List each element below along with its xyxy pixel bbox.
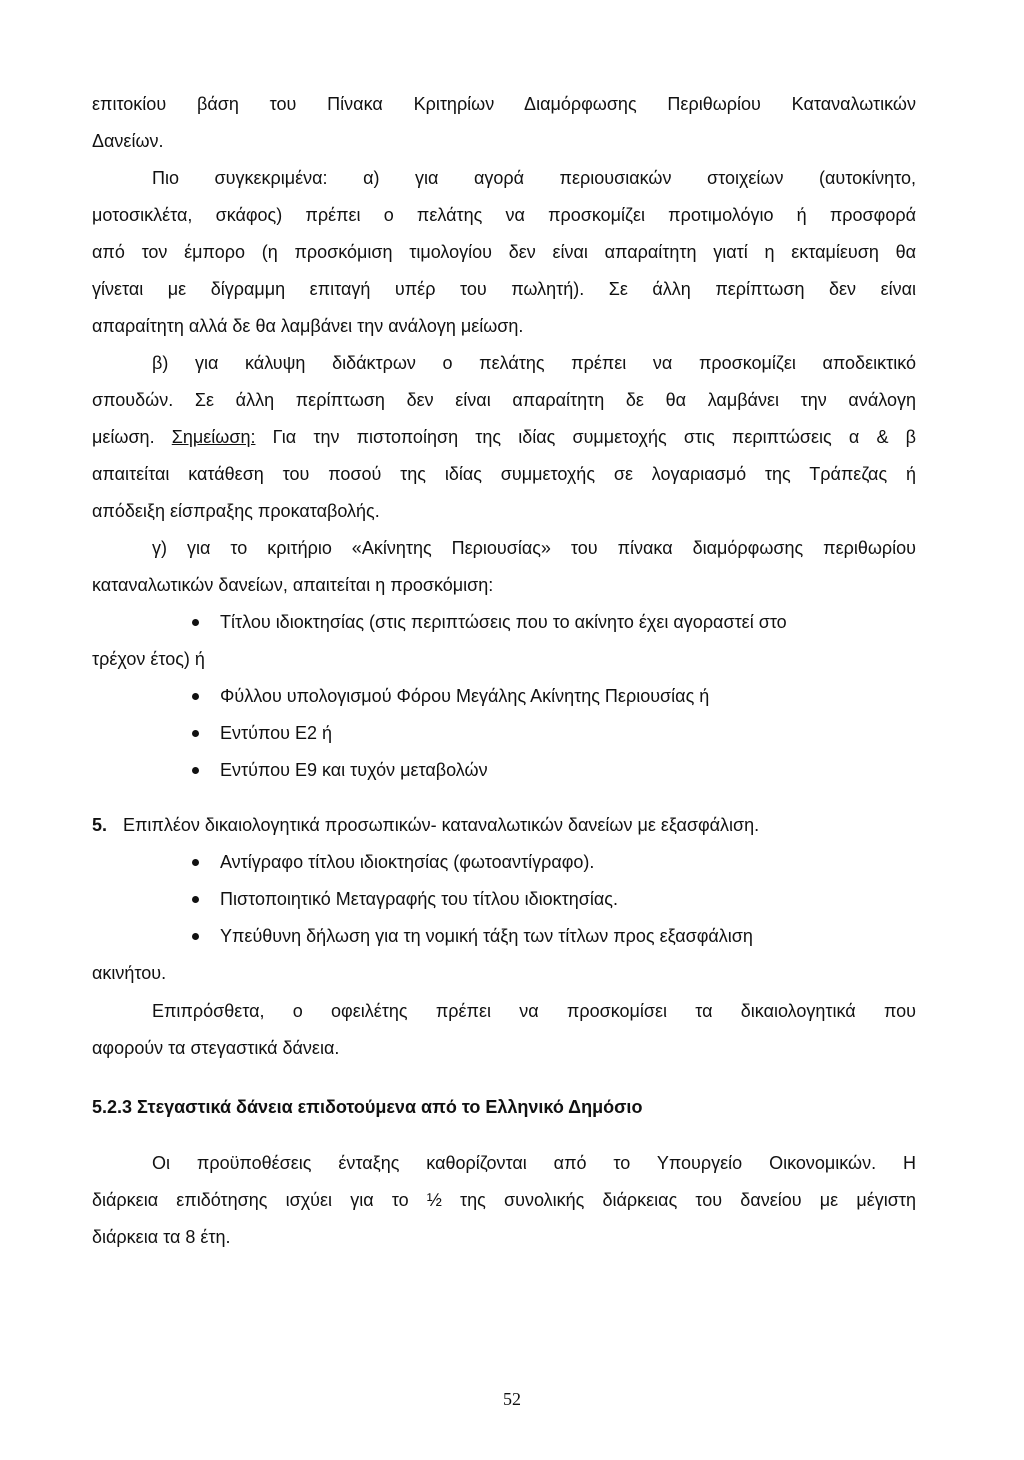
section-5-heading (92, 807, 922, 844)
list-item (92, 844, 922, 881)
text-fragment: Για την πιστοποίηση της ιδίας συμμετοχής στις περιπτώσεις α & β (272, 427, 916, 447)
list-item (92, 678, 922, 715)
list-item-text: Εντύπου Ε9 και τυχόν μεταβολών (220, 760, 488, 780)
list-item (92, 715, 922, 752)
list-item (92, 604, 922, 641)
text-line: απαραίτητη αλλά δε θα λαμβάνει την ανάλογη μείωση. (92, 316, 524, 336)
text-line: καταναλωτικών δανείων, απαιτείται η προσκόμιση: (92, 575, 494, 595)
text-line: σπουδών. Σε άλλη περίπτωση δεν είναι απαραίτητη δε θα λαμβάνει την ανάλογη (92, 390, 916, 410)
list-item-continuation (92, 641, 922, 678)
text-line: απόδειξη είσπραξης προκαταβολής. (92, 501, 380, 521)
paragraph-additional (92, 993, 916, 1067)
section-title: Επιπλέον δικαιολογητικά προσωπικών- καταναλωτικών δανείων με εξασφάλιση. (123, 815, 760, 835)
list-item-continuation (92, 955, 922, 992)
list-item-text: Εντύπου Ε2 ή (220, 723, 333, 743)
list-item-text: ακινήτου. (92, 963, 167, 983)
paragraph-interest-basis (92, 86, 916, 160)
page-number: 52 (503, 1389, 521, 1409)
paragraph-asset-purchase (92, 160, 916, 345)
text-line: Δανείων. (92, 131, 164, 151)
list-item-text: Πιστοποιητικό Μεταγραφής του τίτλου ιδιοκτησίας. (220, 889, 618, 909)
paragraph-tuition (92, 345, 916, 530)
bullet-icon (192, 619, 199, 626)
list-item (92, 881, 922, 918)
text-line: Οι προϋποθέσεις ένταξης καθορίζονται από το Υπουργείο Οικονομικών. Η (152, 1153, 916, 1173)
list-item (92, 918, 922, 955)
text-line: από τον έμπορο (η προσκόμιση τιμολογίου δεν είναι απαραίτητη γιατί η εκταμίευση θα (92, 242, 916, 262)
section-heading-text: 5.2.3 Στεγαστικά δάνεια επιδοτούμενα από το Ελληνικό Δημόσιο (92, 1097, 643, 1117)
bullet-icon (192, 933, 199, 940)
text-line: αφορούν τα στεγαστικά δάνεια. (92, 1038, 340, 1058)
bullet-icon (192, 767, 199, 774)
bullet-icon (192, 859, 199, 866)
list-item-text: Τίτλου ιδιοκτησίας (στις περιπτώσεις που το ακίνητο έχει αγοραστεί στο (220, 612, 787, 632)
text-line: Επιπρόσθετα, ο οφειλέτης πρέπει να προσκομίσει τα δικαιολογητικά που (152, 1001, 916, 1021)
list-item-text: Αντίγραφο τίτλου ιδιοκτησίας (φωτοαντίγραφο). (220, 852, 595, 872)
list-item-text: Φύλλου υπολογισμού Φόρου Μεγάλης Ακίνητης Περιουσίας ή (220, 686, 710, 706)
bullet-icon (192, 693, 199, 700)
list-item-text: Υπεύθυνη δήλωση για τη νομική τάξη των τίτλων προς εξασφάλιση (220, 926, 753, 946)
text-line: μοτοσικλέτα, σκάφος) πρέπει ο πελάτης να προσκομίζει προτιμολόγιο ή προσφορά (92, 205, 916, 225)
paragraph-subsidy (92, 1145, 916, 1256)
text-line: γίνεται με δίγραμμη επιταγή υπέρ του πωλητή). Σε άλλη περίπτωση δεν είναι (92, 279, 916, 299)
note-label: Σημείωση: (171, 427, 256, 447)
text-line-with-note (92, 419, 916, 456)
text-line: επιτοκίου βάση του Πίνακα Κριτηρίων Διαμόρφωσης Περιθωρίου Καταναλωτικών (92, 94, 916, 114)
paragraph-real-estate (92, 530, 916, 604)
section-5-2-3-heading (92, 1089, 922, 1126)
bullet-icon (192, 730, 199, 737)
text-line: διάρκεια τα 8 έτη. (92, 1227, 231, 1247)
list-item (92, 752, 922, 789)
text-line: γ) για το κριτήριο «Ακίνητης Περιουσίας» του πίνακα διαμόρφωσης περιθωρίου (152, 538, 916, 558)
text-fragment: μείωση. (92, 427, 155, 447)
section-number: 5. (92, 815, 108, 835)
bullet-icon (192, 896, 199, 903)
list-item-text: τρέχον έτος) ή (92, 649, 205, 669)
text-line: απαιτείται κατάθεση του ποσού της ιδίας συμμετοχής σε λογαριασμό της Τράπεζας ή (92, 464, 916, 484)
text-line: β) για κάλυψη διδάκτρων ο πελάτης πρέπει να προσκομίζει αποδεικτικό (152, 353, 916, 373)
text-line: διάρκεια επιδότησης ισχύει για το ½ της συνολικής διάρκειας του δανείου με μέγιστη (92, 1190, 916, 1210)
text-line: Πιο συγκεκριμένα: α) για αγορά περιουσιακών στοιχείων (αυτοκίνητο, (152, 168, 916, 188)
